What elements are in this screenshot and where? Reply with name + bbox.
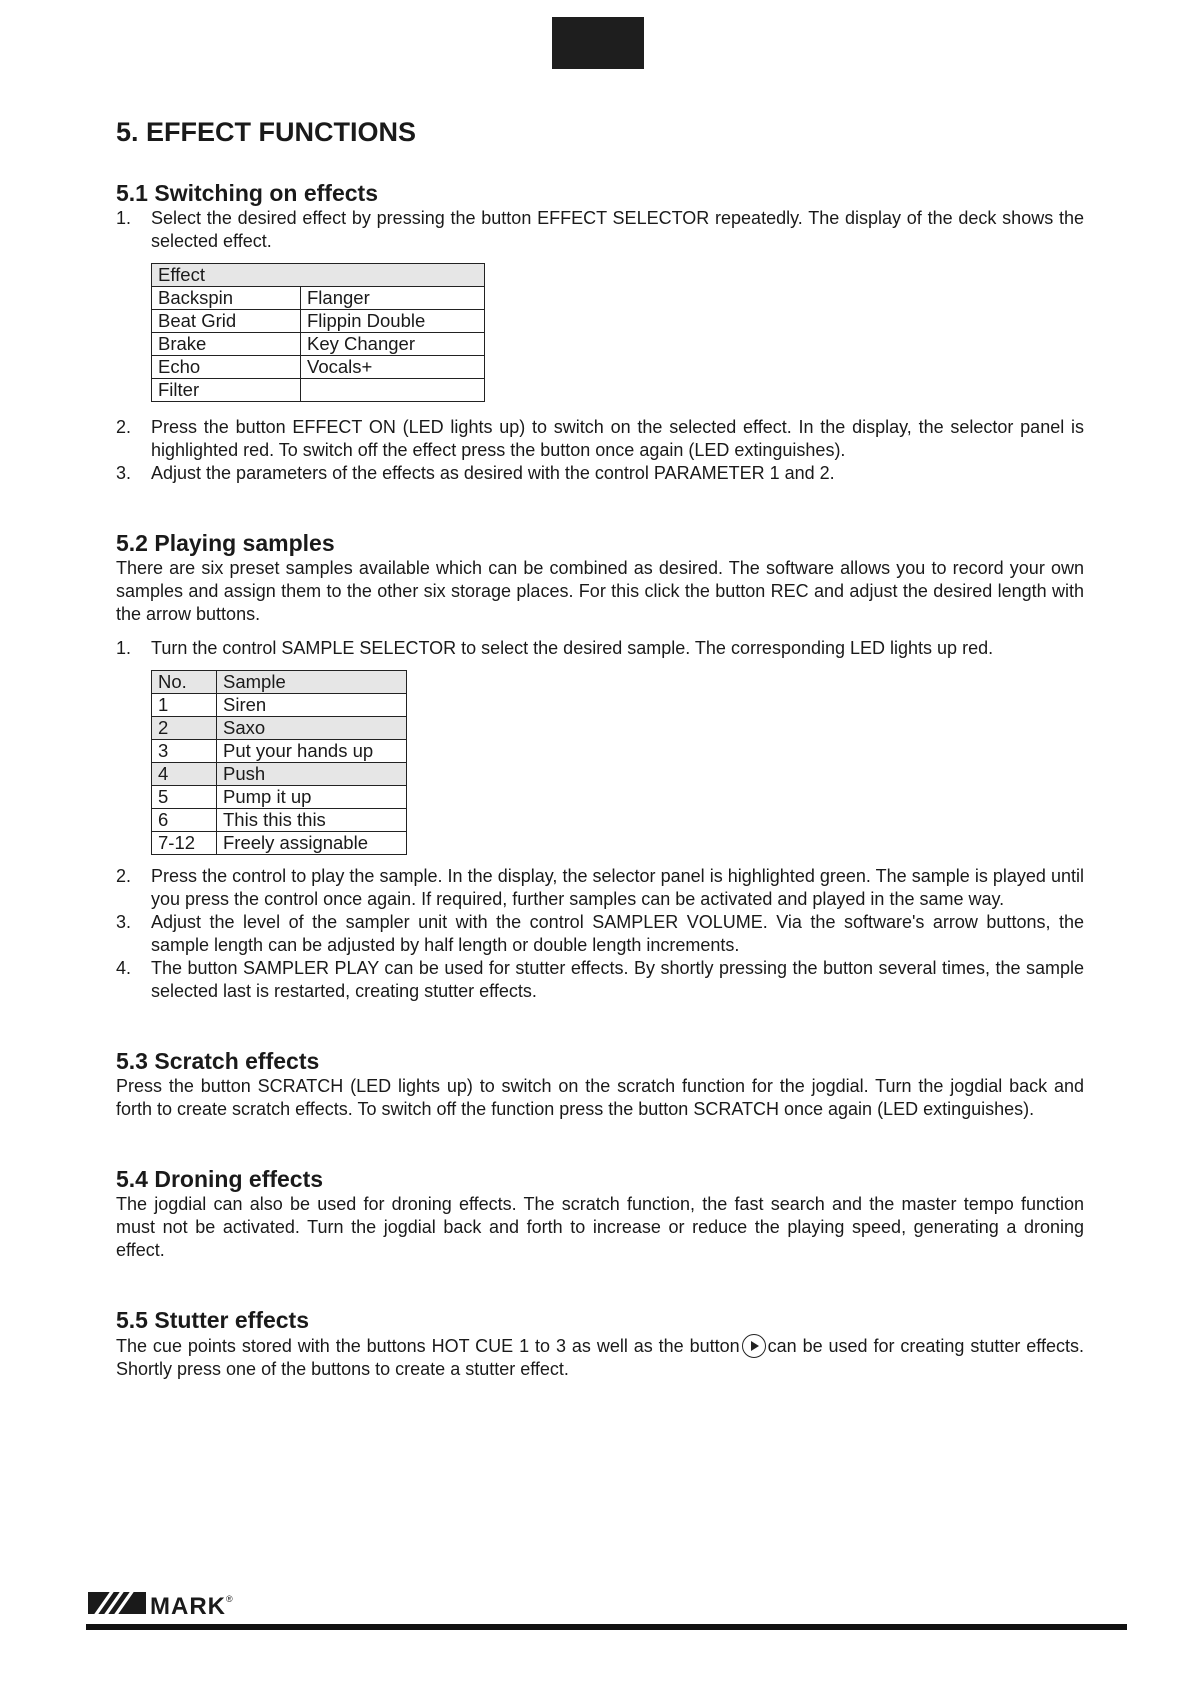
section-5-2-steps-b [116,865,1084,1003]
table-row [152,809,407,832]
table-row [152,379,485,402]
section-5-4-text: The jogdial can also be used for droning effects. The scratch function, the fast search and the master tempo function must not be activated. Turn the jogdial back and forth to increase or reduce the playing speed, generating a droning effect. [116,1194,1084,1260]
list-item [116,865,1084,911]
table-cell: Echo [152,356,301,379]
step-text: Press the control to play the sample. In the display, the selector panel is highlighted green. The sample is played until you press the control once again. If required, further samples can be activated and played in the same way. [151,866,1084,909]
table-cell: 4 [152,763,217,786]
mark-logo [88,1590,234,1620]
table-header-effect: Effect [152,264,485,287]
table-cell: Vocals+ [301,356,485,379]
table-cell: Backspin [152,287,301,310]
effect-table [151,263,485,402]
sample-table [151,670,407,855]
section-5-4-title: 5.4 Droning effects [116,1166,324,1192]
table-cell: Filter [152,379,301,402]
table-cell: 5 [152,786,217,809]
table-row [152,763,407,786]
step-text: Adjust the level of the sampler unit with the control SAMPLER VOLUME. Via the software's arrow buttons, the sample length can be adjusted by half length or double length increments. [151,912,1084,955]
step-number: 1. [116,638,132,658]
section-5-2-steps-a [116,637,1084,660]
section-5-3-title: 5.3 Scratch effects [116,1048,320,1074]
step-text: Select the desired effect by pressing the button EFFECT SELECTOR repeatedly. The display of the deck shows the selected effect. [151,208,1084,251]
mark-logo-emblem [88,1592,146,1614]
step-text: The button SAMPLER PLAY can be used for stutter effects. By shortly pressing the button several times, the sample selected last is restarted, creating stutter effects. [151,958,1084,1001]
table-cell: 3 [152,740,217,763]
play-button-icon [742,1334,766,1358]
page-content [116,112,1084,1381]
section-5-1-steps-b [116,416,1084,485]
table-header-no: No. [152,671,217,694]
step-number: 3. [116,912,132,932]
table-cell: Push [217,763,407,786]
table-cell: Put your hands up [217,740,407,763]
registered-mark: ® [226,1594,234,1604]
table-cell: 7-12 [152,832,217,855]
table-header-sample: Sample [217,671,407,694]
table-cell: 1 [152,694,217,717]
table-header-row [152,264,485,287]
step-number: 1. [116,208,132,228]
table-cell [301,379,485,402]
table-header-row [152,671,407,694]
brand-name: MARK [150,1593,226,1620]
table-row [152,333,485,356]
mark-logo-text [150,1586,234,1620]
list-item [116,637,1084,660]
table-cell: Beat Grid [152,310,301,333]
table-cell: Freely assignable [217,832,407,855]
section-5-5-text-before: The cue points stored with the buttons HOT CUE 1 to 3 as well as the button [116,1336,740,1356]
section-5-1-title: 5.1 Switching on effects [116,180,378,206]
table-row [152,694,407,717]
section-5-2-intro: There are six preset samples available which can be combined as desired. The software allows you to record your own samples and assign them to the other six storage places. For this click the button REC and adjust the desired length with the arrow buttons. [116,558,1084,624]
list-item [116,416,1084,462]
section-5-5-text-after: can be used for creating stutter effects. Shortly press one of the buttons to create a stutter effect. [116,1336,1084,1379]
step-number: 4. [116,958,132,978]
table-cell: Flanger [301,287,485,310]
footer-rule [86,1624,1127,1630]
table-cell: Pump it up [217,786,407,809]
step-number: 2. [116,866,132,886]
table-row [152,310,485,333]
table-cell: 6 [152,809,217,832]
table-row [152,287,485,310]
step-number: 3. [116,463,132,483]
table-cell: Siren [217,694,407,717]
table-row [152,717,407,740]
section-5-5-title: 5.5 Stutter effects [116,1307,310,1333]
table-row [152,356,485,379]
table-row [152,786,407,809]
section-5-5-text [116,1334,1084,1381]
table-cell: This this this [217,809,407,832]
section-5-3-text: Press the button SCRATCH (LED lights up) to switch on the scratch function for the jogdial. Turn the jogdial back and forth to create scratch effects. To switch off the function press the button SCRATCH once again (LED extinguishes). [116,1076,1084,1119]
list-item [116,957,1084,1003]
table-cell: Brake [152,333,301,356]
table-cell: 2 [152,717,217,740]
step-text: Turn the control SAMPLE SELECTOR to select the desired sample. The corresponding LED lights up red. [151,638,994,658]
page-title: 5. EFFECT FUNCTIONS [116,117,417,147]
list-item [116,911,1084,957]
table-cell: Flippin Double [301,310,485,333]
table-cell: Saxo [217,717,407,740]
page-tab-marker [552,17,644,69]
table-row [152,832,407,855]
step-number: 2. [116,417,132,437]
section-5-2-title: 5.2 Playing samples [116,530,335,556]
section-5-1-steps-a [116,207,1084,253]
table-row [152,740,407,763]
step-text: Press the button EFFECT ON (LED lights up) to switch on the selected effect. In the display, the selector panel is highlighted red. To switch off the effect press the button once again (LED extinguishes). [151,417,1084,460]
table-cell: Key Changer [301,333,485,356]
list-item [116,207,1084,253]
list-item [116,462,1084,485]
step-text: Adjust the parameters of the effects as desired with the control PARAMETER 1 and 2. [151,463,835,483]
